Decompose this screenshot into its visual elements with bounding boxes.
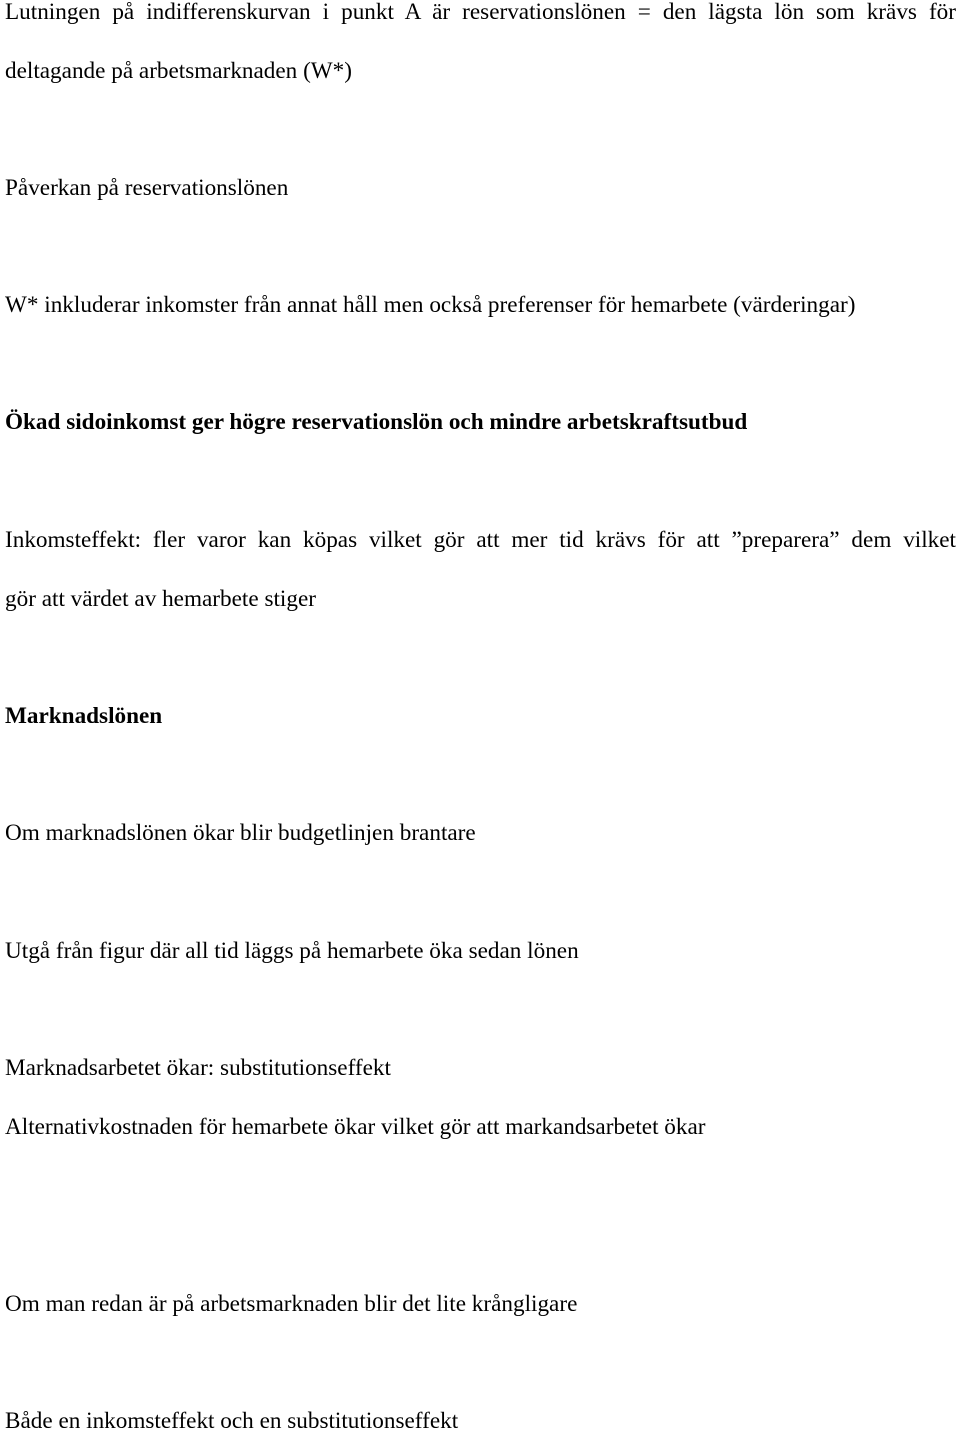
text-line: W* inkluderar inkomster från annat håll men också preferenser för hemarbete (värderingar) bbox=[5, 292, 856, 318]
text-line: Marknadsarbetet ökar: substitutionseffekt bbox=[5, 1055, 391, 1081]
section-heading: Marknadslönen bbox=[5, 703, 163, 729]
text-line: Om man redan är på arbetsmarknaden blir det lite krångligare bbox=[5, 1291, 578, 1317]
text-line: Lutningen på indifferenskurvan i punkt A är reservationslönen = den lägsta lön som krävs för bbox=[5, 0, 956, 25]
text-line: Påverkan på reservationslönen bbox=[5, 175, 289, 201]
text-line: gör att värdet av hemarbete stiger bbox=[5, 586, 316, 612]
text-line: Utgå från figur där all tid läggs på hemarbete öka sedan lönen bbox=[5, 938, 579, 964]
text-line: Alternativkostnaden för hemarbete ökar vilket gör att markandsarbetet ökar bbox=[5, 1114, 706, 1140]
heading-bold: Ökad sidoinkomst ger högre reservationslön och mindre arbetskraftsutbud bbox=[5, 409, 748, 435]
text-line: Om marknadslönen ökar blir budgetlinjen brantare bbox=[5, 820, 476, 846]
text-line: Inkomsteffekt: fler varor kan köpas vilket gör att mer tid krävs för att ”preparera” dem vilket bbox=[5, 527, 956, 553]
text-line: Både en inkomsteffekt och en substitutionseffekt bbox=[5, 1408, 459, 1434]
text-line: deltagande på arbetsmarknaden (W*) bbox=[5, 58, 352, 84]
